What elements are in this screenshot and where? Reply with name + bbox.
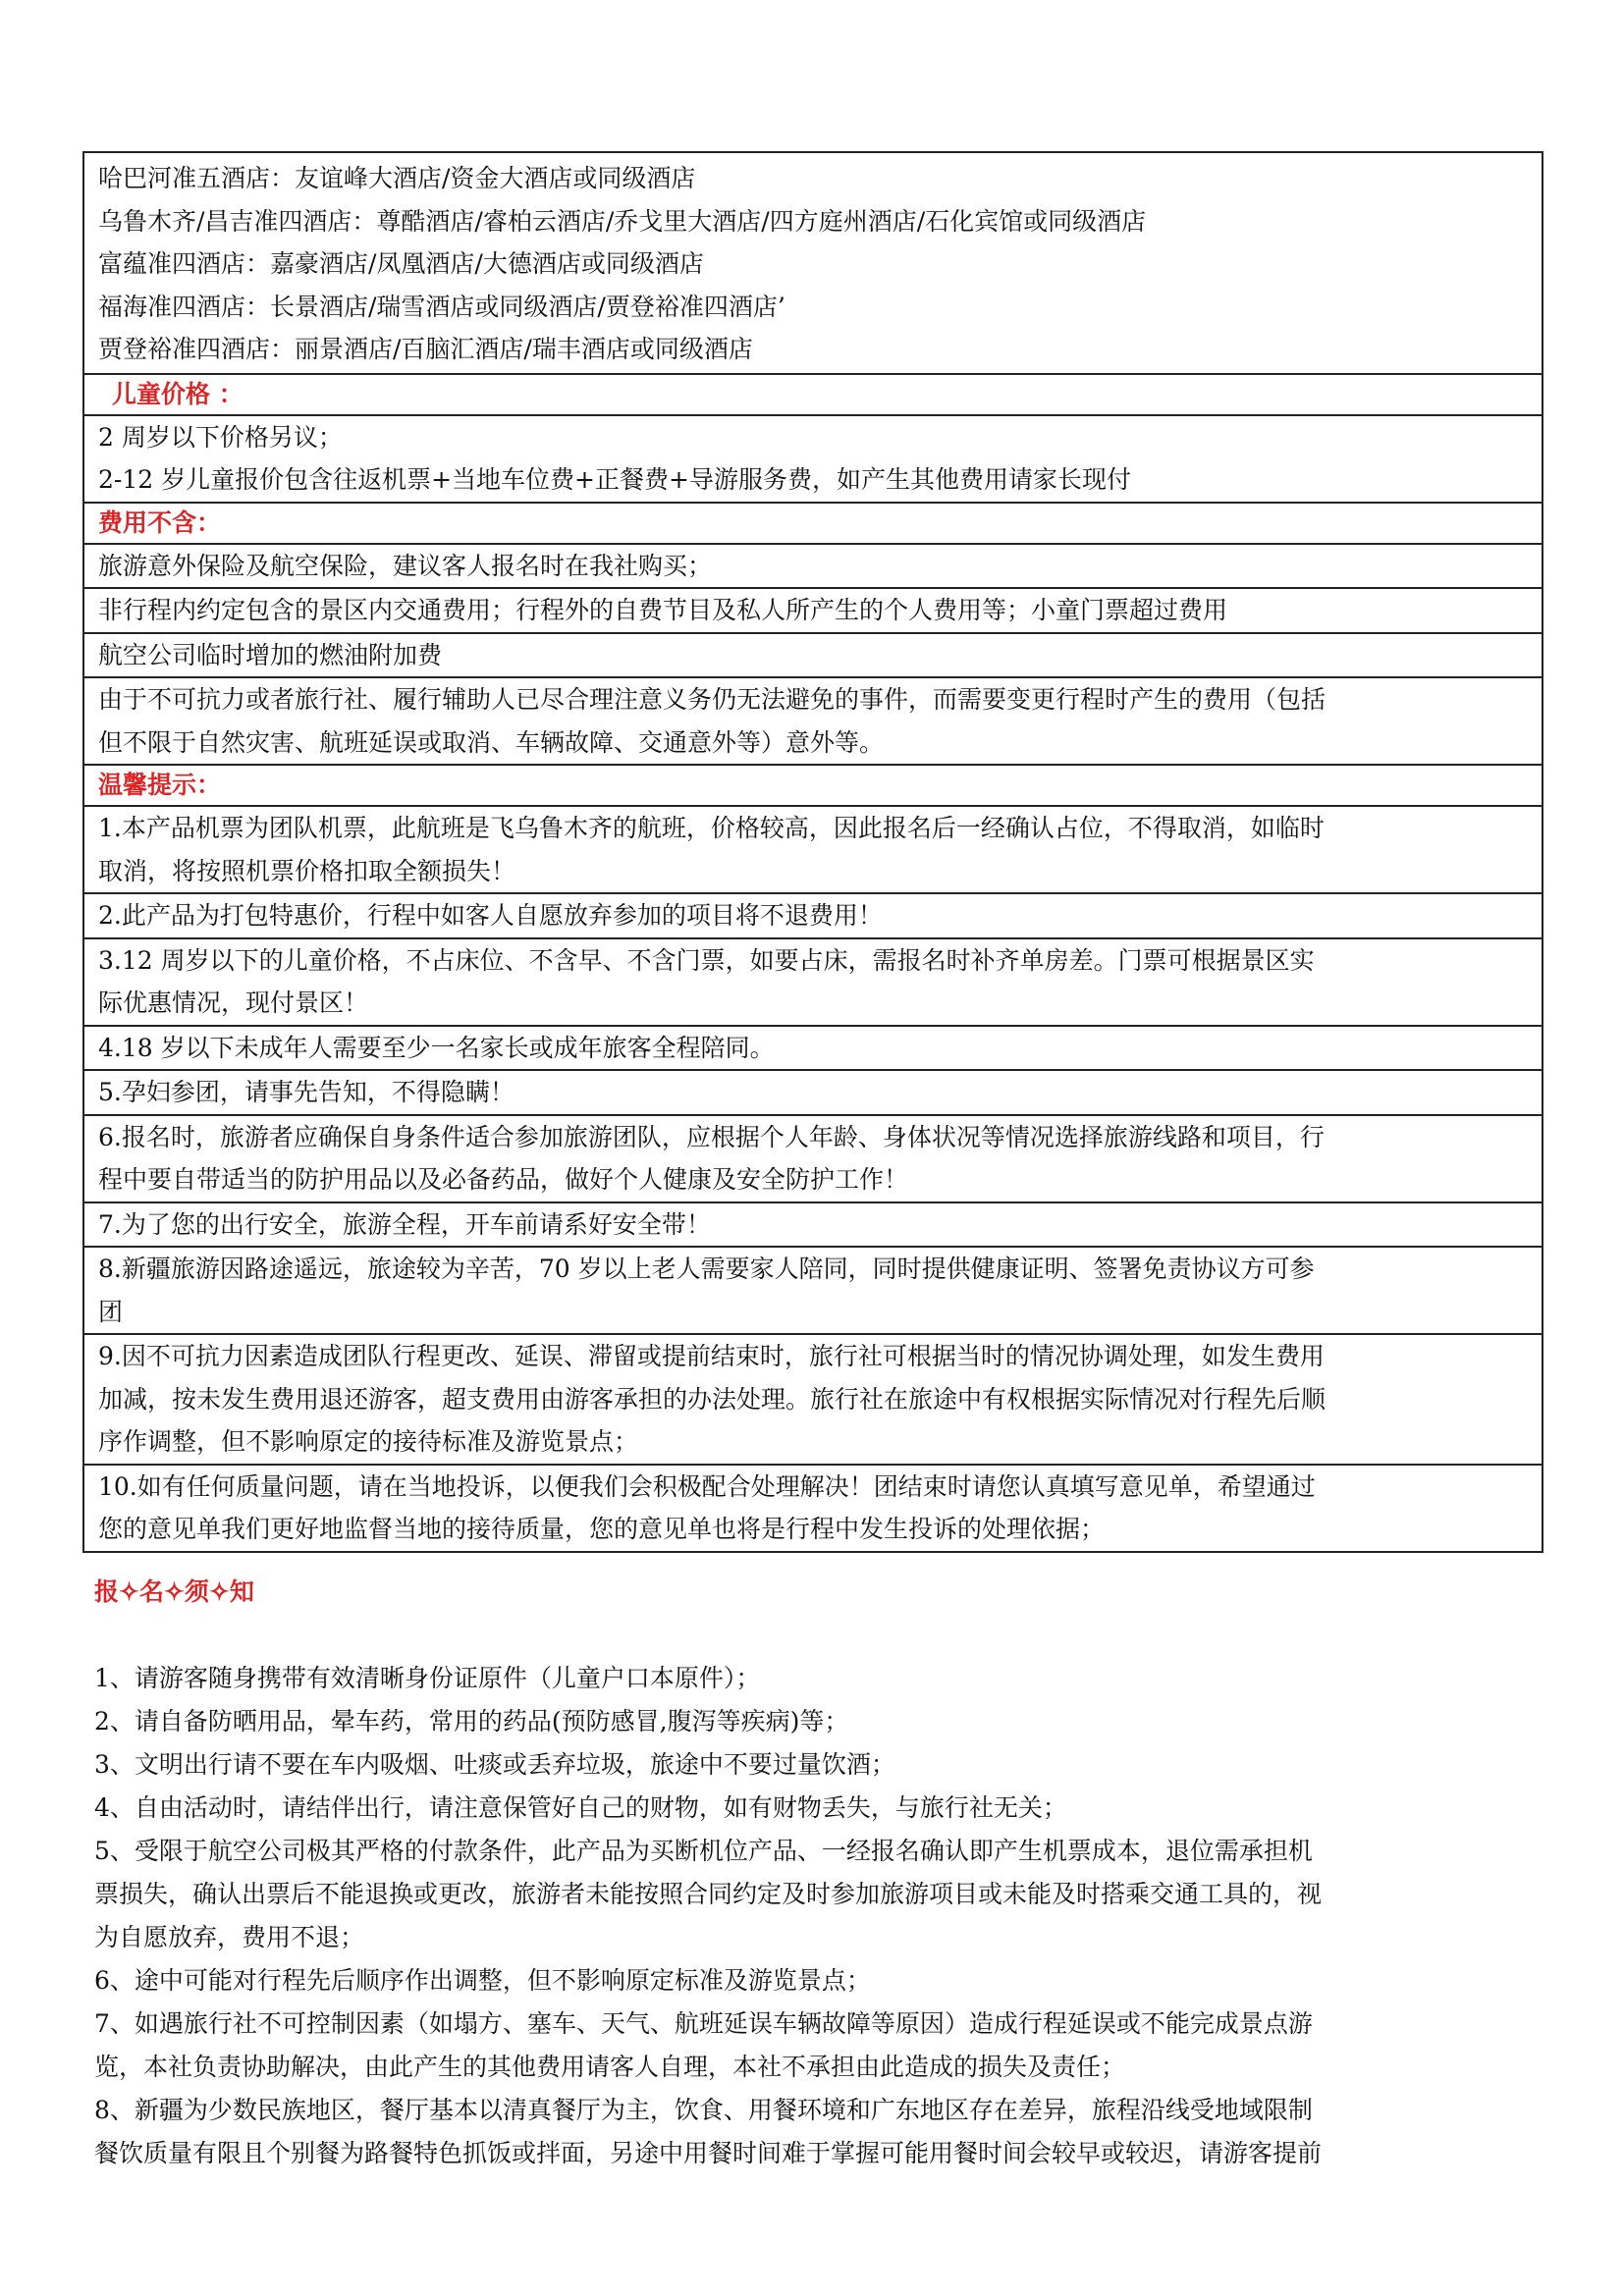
registration-text: 6、途中可能对行程先后顺序作出调整，但不影响原定标准及游览景点； (94, 1966, 871, 1995)
tip-text: 9.因不可抗力因素造成团队行程更改、延误、滞留或提前结束时，旅行社可根据当时的情况协调处理，如发生费用 (98, 1342, 1325, 1370)
tip-item (84, 1203, 1542, 1249)
child-price-line: 2 周岁以下价格另议； (98, 422, 343, 452)
tip-text: 8.新疆旅游因路途遥远，旅途较为辛苦，70 岁以上老人需要家人陪同，同时提供健康证明、签署免责协议方可参 (98, 1255, 1315, 1283)
tips-heading: 温馨提示： (84, 766, 1542, 807)
hotel-list (84, 153, 1542, 375)
registration-text: 览，本社负责协助解决，由此产生的其他费用请客人自理，本社不承担由此造成的损失及责任； (94, 2053, 1126, 2081)
child-price-body (84, 416, 1542, 504)
tip-item (84, 1071, 1542, 1116)
excluded-item (84, 589, 1542, 634)
info-table (82, 151, 1543, 1553)
excluded-item (84, 678, 1542, 766)
tip-text: 程中要自带适当的防护用品以及必备药品，做好个人健康及安全防护工作！ (98, 1165, 909, 1194)
registration-text: 4、自由活动时，请结伴出行，请注意保管好自己的财物，如有财物丢失，与旅行社无关； (94, 1793, 1067, 1822)
registration-item (94, 2002, 1538, 2089)
tip-item (84, 807, 1542, 894)
tip-text: 10.如有任何质量问题，请在当地投诉，以便我们会积极配合处理解决！团结束时请您认真填写意见单，希望通过 (98, 1471, 1316, 1501)
registration-item (94, 1787, 1538, 1830)
tip-item (84, 1248, 1542, 1335)
tip-text: 3.12 周岁以下的儿童价格，不占床位、不含早、不含门票，如要占床，需报名时补齐单房差。门票可根据景区实 (98, 945, 1315, 975)
excluded-text: 旅游意外保险及航空保险，建议客人报名时在我社购买； (98, 551, 713, 580)
tip-item (84, 894, 1542, 939)
registration-title: 报✧名✧须✧知 (94, 1577, 254, 1606)
hotel-line: 乌鲁木齐/昌吉准四酒店：尊酷酒店/睿柏云酒店/乔戈里大酒店/四方庭州酒店/石化宾馆或同级酒店 (98, 206, 1147, 236)
registration-text: 1、请游客随身携带有效清晰身份证原件（儿童户口本原件）； (94, 1664, 761, 1692)
registration-item (94, 2089, 1538, 2175)
registration-text: 为自愿放弃，费用不退； (94, 1923, 365, 1951)
excluded-item (84, 545, 1542, 590)
registration-item (94, 1657, 1538, 1700)
child-price-line: 2-12 岁儿童报价包含往返机票+当地车位费+正餐费+导游服务费，如产生其他费用请家长现付 (98, 465, 1131, 494)
tip-text: 取消，将按照机票价格扣取全额损失！ (98, 856, 516, 885)
tip-text: 团 (98, 1297, 124, 1326)
hotel-line: 富蕴准四酒店：嘉豪酒店/凤凰酒店/大德酒店或同级酒店 (98, 249, 704, 278)
registration-item (94, 1830, 1538, 1959)
registration-notes (94, 1571, 1538, 2175)
registration-item (94, 1700, 1538, 1743)
hotel-line: 哈巴河准五酒店：友谊峰大酒店/资金大酒店或同级酒店 (98, 164, 696, 192)
tip-text: 6.报名时，旅游者应确保自身条件适合参加旅游团队，应根据个人年龄、身体状况等情况选择旅游线路和项目，行 (98, 1122, 1325, 1151)
child-price-heading: 儿童价格 ： (84, 375, 1542, 416)
tip-text: 序作调整，但不影响原定的接待标准及游览景点； (98, 1427, 639, 1456)
tip-text: 5.孕妇参团，请事先告知，不得隐瞒！ (98, 1078, 514, 1106)
tip-item (84, 1116, 1542, 1203)
registration-text: 7、如遇旅行社不可控制因素（如塌方、塞车、天气、航班延误车辆故障等原因）造成行程延误或不能完成景点游 (94, 2009, 1313, 2038)
tip-text: 7.为了您的出行安全，旅游全程，开车前请系好安全带！ (98, 1209, 711, 1239)
excluded-heading: 费用不含： (84, 504, 1542, 545)
registration-text: 2、请自备防晒用品，晕车药，常用的药品(预防感冒,腹泻等疾病)等； (94, 1707, 849, 1735)
registration-item (94, 1959, 1538, 2002)
registration-item (94, 1743, 1538, 1787)
excluded-text: 非行程内约定包含的景区内交通费用；行程外的自费节目及私人所产生的个人费用等；小童门票超过费用 (98, 596, 1228, 624)
registration-text: 3、文明出行请不要在车内吸烟、吐痰或丢弃垃圾，旅途中不要过量饮酒； (94, 1750, 895, 1779)
tip-text: 际优惠情况，现付景区！ (98, 988, 369, 1017)
tip-text: 加减，按未发生费用退还游客，超支费用由游客承担的办法处理。旅行社在旅途中有权根据实际情况对行程先后顺 (98, 1384, 1326, 1414)
excluded-text: 但不限于自然灾害、航班延误或取消、车辆故障、交通意外等）意外等。 (98, 727, 885, 757)
tip-item (84, 1466, 1542, 1553)
registration-text: 餐饮质量有限且个别餐为路餐特色抓饭或拌面，另途中用餐时间难于掌握可能用餐时间会较早或较迟，请游客提前 (94, 2139, 1323, 2167)
hotel-line: 福海准四酒店：长景酒店/瑞雪酒店或同级酒店/贾登裕准四酒店’ (98, 292, 785, 321)
hotel-line: 贾登裕准四酒店：丽景酒店/百脑汇酒店/瑞丰酒店或同级酒店 (98, 335, 753, 363)
excluded-item (84, 634, 1542, 679)
registration-text: 票损失，确认出票后不能退换或更改，旅游者未能按照合同约定及时参加旅游项目或未能及时搭乘交通工具的，视 (94, 1880, 1323, 1908)
tip-text: 您的意见单我们更好地监督当地的接待质量，您的意见单也将是行程中发生投诉的处理依据； (98, 1515, 1106, 1543)
tip-text: 2.此产品为打包特惠价，行程中如客人自愿放弃参加的项目将不退费用！ (98, 901, 883, 930)
registration-text: 5、受限于航空公司极其严格的付款条件，此产品为买断机位产品、一经报名确认即产生机票成本，退位需承担机 (94, 1837, 1313, 1865)
registration-text: 8、新疆为少数民族地区，餐厅基本以清真餐厅为主，饮食、用餐环境和广东地区存在差异，旅程沿线受地域限制 (94, 2096, 1313, 2124)
tip-item (84, 939, 1542, 1027)
tip-item (84, 1335, 1542, 1466)
tip-text: 4.18 岁以下未成年人需要至少一名家长或成年旅客全程陪同。 (98, 1033, 775, 1062)
tip-item (84, 1027, 1542, 1072)
tip-text: 1.本产品机票为团队机票，此航班是飞乌鲁木齐的航班，价格较高，因此报名后一经确认占位，不得取消，如临时 (98, 814, 1325, 842)
excluded-text: 航空公司临时增加的燃油附加费 (98, 640, 443, 669)
excluded-text: 由于不可抗力或者旅行社、履行辅助人已尽合理注意义务仍无法避免的事件，而需要变更行程时产生的费用（包括 (98, 685, 1326, 714)
